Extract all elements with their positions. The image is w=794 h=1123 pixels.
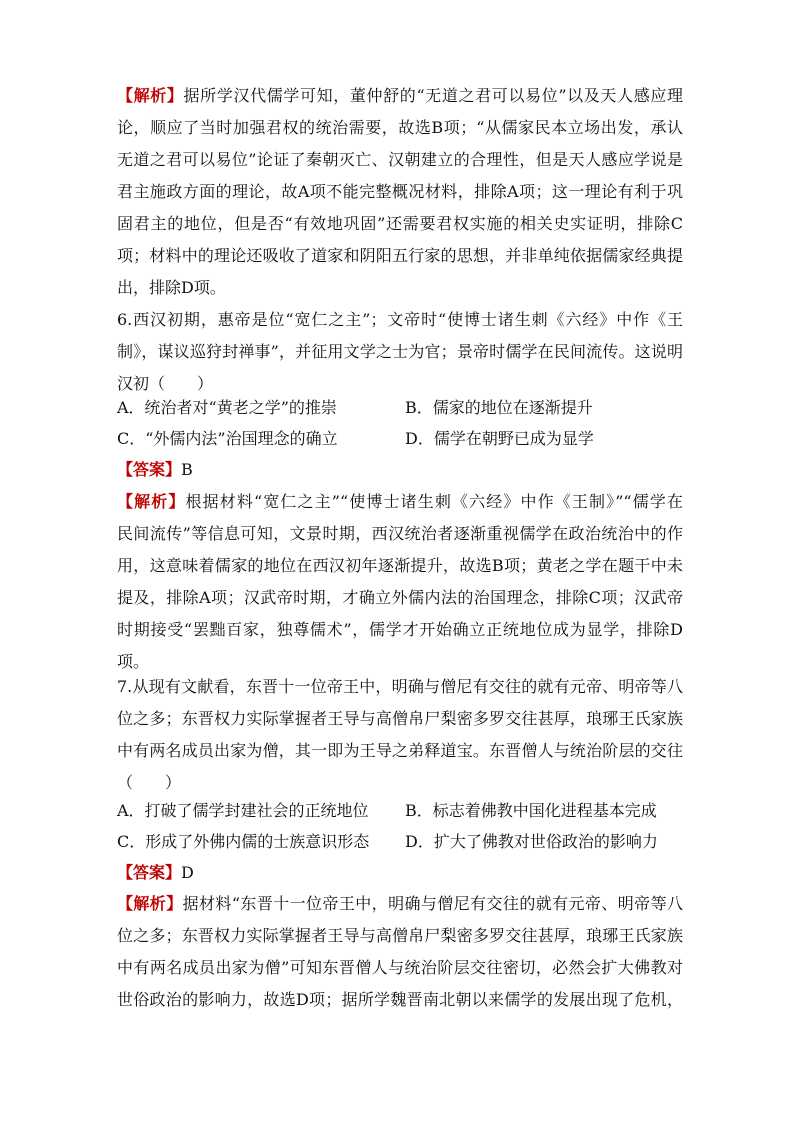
question-line: 6.西汉初期，惠帝是位“宽仁之主”；文帝时“使博士诸生刺《六经》中作《王: [117, 310, 683, 329]
question-6-stem: [117, 304, 683, 400]
q6-answer: [117, 454, 193, 486]
analysis-line: 项；材料中的理论还吸收了道家和阴阳五行家的思想，并非单纯依据儒家经典提: [117, 246, 683, 265]
question-line: 位之多；东晋权力实际掌握者王导与高僧帛尸梨密多罗交往甚厚，琅琊王氏家族: [117, 709, 683, 728]
question-line: 7.从现有文献看，东晋十一位帝王中，明确与僧尼有交往的就有元帝、明帝等八: [117, 677, 683, 696]
question-7-stem: [117, 671, 683, 799]
analysis-line: 【解析】根据材料“宽仁之主”“使博士诸生刺《六经》中作《王制》”“儒学在: [117, 492, 683, 511]
q6-option-d: D．儒学在朝野已成为显学: [405, 429, 594, 448]
answer-value: B: [181, 460, 193, 479]
q6-option-a: A．统治者对“黄老之学”的推崇: [117, 398, 337, 417]
question-line: （ ）: [117, 773, 182, 792]
analysis-line: 【解析】据所学汉代儒学可知，董仲舒的“无道之君可以易位”以及天人感应理: [117, 86, 683, 105]
q7-option-b: B．标志着佛教中国化进程基本完成: [405, 801, 657, 820]
q6-option-b: B．儒家的地位在逐渐提升: [405, 398, 593, 417]
q7-option-d: D．扩大了佛教对世俗政治的影响力: [405, 832, 658, 851]
analysis-tag: 【解析】: [117, 492, 186, 511]
question-line: 制》，谋议巡狩封禅事”，并征用文学之士为官；景帝时儒学在民间流传。这说明: [117, 342, 683, 361]
answer-value: D: [181, 863, 194, 882]
analysis-line: 民间流传”等信息可知，文景时期，西汉统治者逐渐重视儒学在政治统治中的作: [117, 524, 683, 543]
analysis-line: 时期接受“罢黜百家，独尊儒术”，儒学才开始确立正统地位成为显学，排除D: [117, 620, 683, 639]
analysis-line: 位之多；东晋权力实际掌握者王导与高僧帛尸梨密多罗交往甚厚，琅琊王氏家族: [117, 926, 683, 945]
analysis-q6: [117, 486, 683, 678]
answer-tag: 【答案】: [117, 460, 182, 479]
analysis-line: 论，顺应了当时加强君权的统治需要，故选B项；“从儒家民本立场出发，承认: [117, 118, 683, 137]
answer-tag: 【答案】: [117, 863, 182, 882]
analysis-line: 项。: [117, 652, 150, 671]
analysis-tag: 【解析】: [117, 86, 184, 105]
q7-option-a: A．打破了儒学封建社会的正统地位: [117, 801, 369, 820]
analysis-line: 用，这意味着儒家的地位在西汉初年逐渐提升，故选B项；黄老之学在题干中未: [117, 556, 683, 575]
analysis-q7: [117, 888, 683, 1016]
analysis-line: 世俗政治的影响力，故选D项；据所学魏晋南北朝以来儒学的发展出现了危机，: [117, 990, 683, 1009]
question-line: 中有两名成员出家为僧，其一即为王导之弟释道宝。东晋僧人与统治阶层的交往: [117, 741, 683, 760]
question-line: 汉初（ ）: [117, 374, 214, 393]
analysis-line: 固君主的地位，但是否“有效地巩固”还需要君权实施的相关史实证明，排除C: [117, 214, 683, 233]
analysis-q5: [117, 80, 683, 304]
analysis-line: 提及，排除A项；汉武帝时期，才确立外儒内法的治国理念，排除C项；汉武帝: [117, 588, 683, 607]
analysis-line: 出，排除D项。: [117, 278, 226, 297]
analysis-line: 君主施政方面的理论，故A项不能完整概况材料，排除A项；这一理论有利于巩: [117, 182, 683, 201]
analysis-line: 无道之君可以易位”论证了秦朝灭亡、汉朝建立的合理性，但是天人感应学说是: [117, 150, 683, 169]
analysis-tag: 【解析】: [117, 894, 183, 913]
q6-option-c: C．“外儒内法”治国理念的确立: [117, 429, 338, 448]
analysis-line: 【解析】据材料“东晋十一位帝王中，明确与僧尼有交往的就有元帝、明帝等八: [117, 894, 683, 913]
q7-option-c: C．形成了外佛内儒的士族意识形态: [117, 832, 370, 851]
analysis-line: 中有两名成员出家为僧”可知东晋僧人与统治阶层交往密切，必然会扩大佛教对: [117, 958, 683, 977]
q7-answer: [117, 857, 194, 889]
